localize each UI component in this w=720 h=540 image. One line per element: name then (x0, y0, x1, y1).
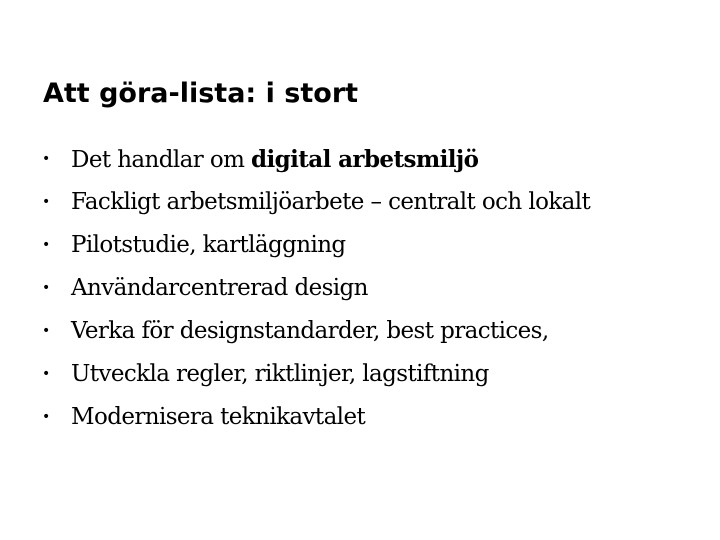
bullet-list (42, 138, 702, 439)
bullet-text: Verka för designstandarder, best practices, (71, 318, 549, 344)
bullet-text: Pilotstudie, kartläggning (71, 232, 346, 258)
bullet-item-7 (42, 396, 702, 439)
slide-title: Att göra-lista: i stort (43, 78, 359, 109)
bullet-item-2 (42, 181, 702, 224)
bullet-marker: • (42, 151, 50, 167)
bullet-marker: • (42, 237, 50, 253)
bullet-text: Utveckla regler, riktlinjer, lagstiftning (71, 361, 489, 387)
bullet-item-3 (42, 224, 702, 267)
bullet-item-1 (42, 138, 702, 181)
bullet-item-4 (42, 267, 702, 310)
bullet-text: Fackligt arbetsmiljöarbete – centralt och lokalt (71, 189, 591, 215)
bullet-text-plain: Det handlar om (71, 147, 252, 173)
bullet-text: Modernisera teknikavtalet (71, 404, 366, 430)
bullet-marker: • (42, 409, 50, 425)
bullet-item-5 (42, 310, 702, 353)
bullet-item-6 (42, 353, 702, 396)
bullet-marker: • (42, 366, 50, 382)
bullet-marker: • (42, 194, 50, 210)
bullet-text: Användarcentrerad design (71, 275, 368, 301)
bullet-text (71, 138, 478, 182)
bullet-marker: • (42, 323, 50, 339)
bullet-text-bold: digital arbetsmiljö (251, 146, 479, 173)
bullet-marker: • (42, 280, 50, 296)
